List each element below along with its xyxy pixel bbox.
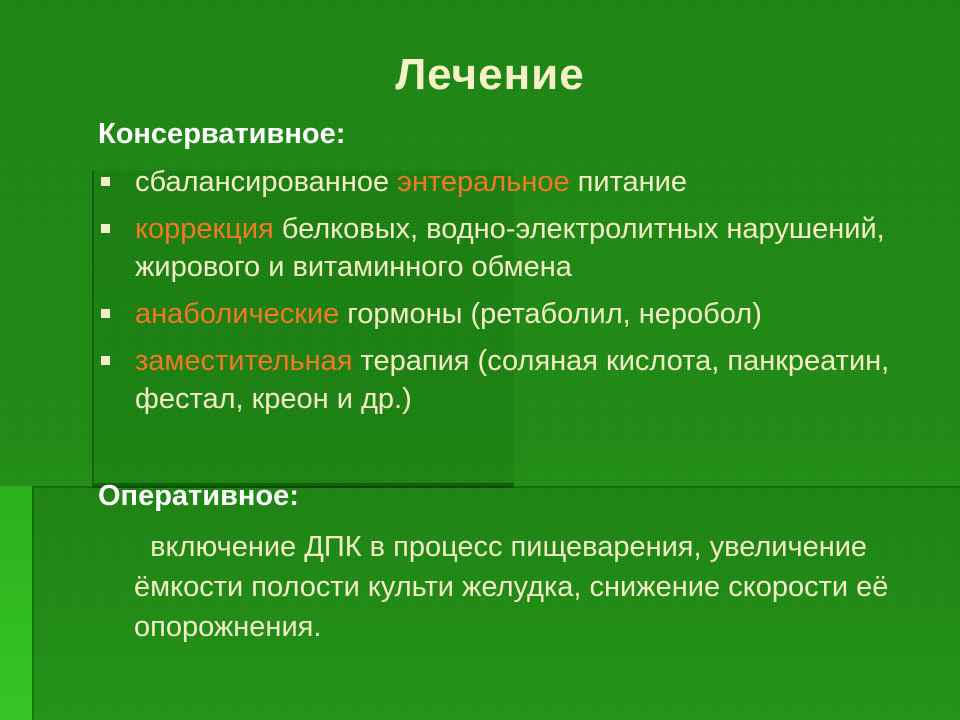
item-highlight: коррекция [135,213,274,245]
list-item [98,210,928,286]
item-highlight: анаболические [135,298,340,330]
item-text-before: сбалансированное [135,166,398,198]
operative-description: включение ДПК в процесс пищеварения, увеличение ёмкости полости культи желудка, снижение скорости её опорожнения. [134,531,897,643]
item-text-after: гормоны (ретаболил, неробол) [339,298,762,330]
item-text-after: терапия (соляная кислота, панкреатин, фестал, креон и др.) [135,345,890,415]
list-item [98,295,928,333]
item-highlight: заместительная [135,345,353,377]
square-bullet-icon [101,356,110,365]
item-highlight: энтеральное [397,166,570,198]
square-bullet-icon [101,224,110,233]
item-text-after: белковых, водно-электролитных нарушений, жирового и витаминного обмена [135,213,885,283]
square-bullet-icon [101,177,110,186]
section-heading-operative: Оперативное: [98,480,299,512]
square-bullet-icon [101,309,110,318]
section-heading-conservative: Консервативное: [98,118,346,150]
list-item [98,342,928,418]
conservative-list [98,163,928,427]
slide-title: Лечение [395,50,585,99]
item-text-after: питание [569,166,688,198]
list-item [98,163,928,201]
decorative-panel-left-edge [0,486,32,720]
